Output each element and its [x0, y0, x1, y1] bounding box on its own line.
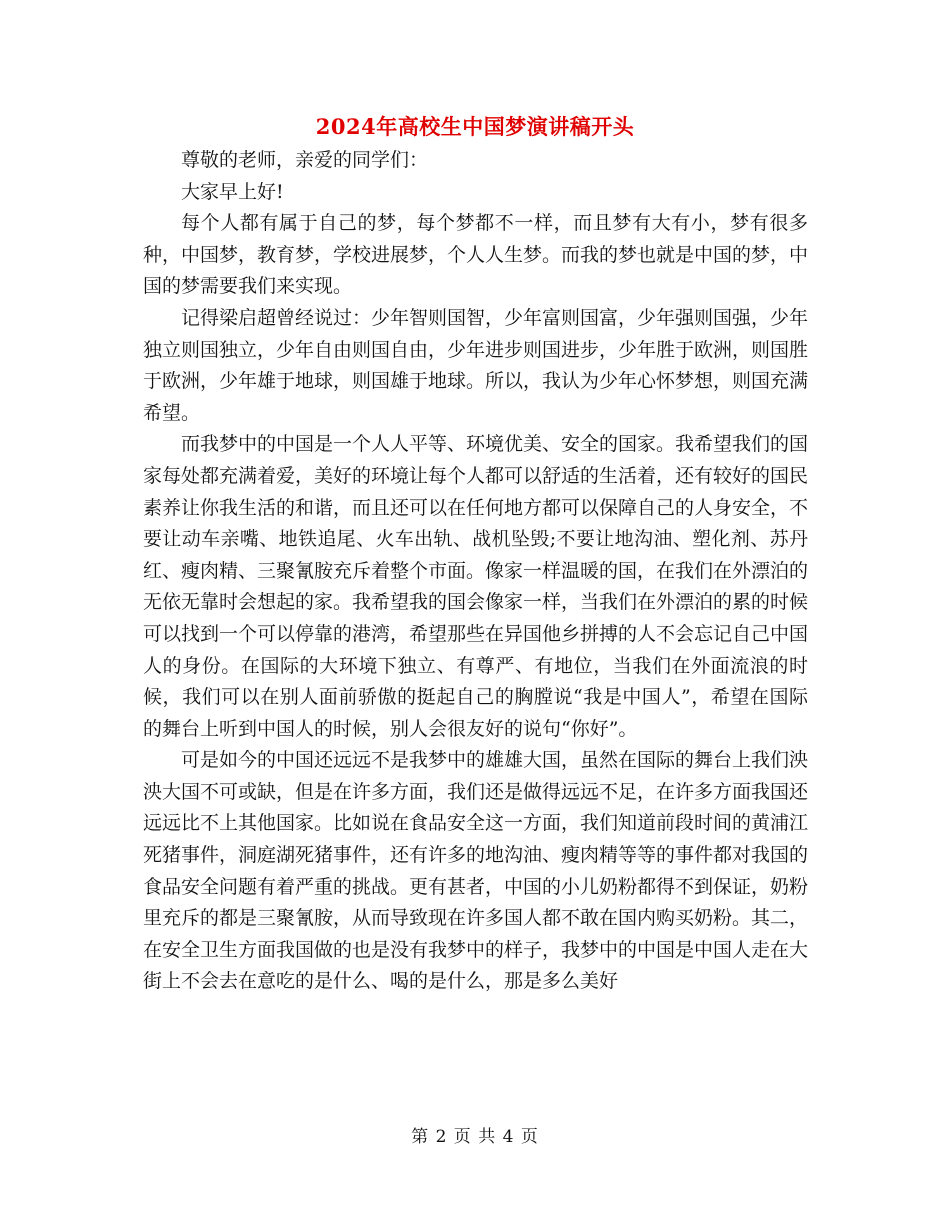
paragraph-dreams: 每个人都有属于自己的梦，每个梦都不一样，而且梦有大有小，梦有很多种，中国梦，教育梦，学校进展梦，个人人生梦。而我的梦也就是中国的梦，中国的梦需要我们来实现。	[143, 212, 809, 298]
document-title: 2024年高校生中国梦演讲稿开头	[315, 114, 635, 139]
paragraph-liang-qichao-quote: 记得梁启超曾经说过：少年智则国智，少年富则国富，少年强则国强，少年独立则国独立，少年自由则国自由，少年进步则国进步，少年胜于欧洲，则国胜于欧洲，少年雄于地球，则国雄于地球。所以，我认为少年心怀梦想，则国充满希望。	[143, 306, 809, 424]
paragraph-greeting: 大家早上好!	[181, 180, 284, 203]
page-number-footer: 第 2 页 共 4 页	[411, 1127, 539, 1147]
document-body	[143, 145, 808, 998]
paragraph-salutation: 尊敬的老师，亲爱的同学们：	[181, 149, 429, 171]
paragraph-dream-china: 而我梦中的中国是一个人人平等、环境优美、安全的国家。我希望我们的国家每处都充满着爱，美好的环境让每个人都可以舒适的生活着，还有较好的国民素养让你我生活的和谐，而且还可以在任何地方都可以保障自己的人身安全，不要让动车亲嘴、地铁追尾、火车出轨、战机坠毁;不要让地沟油、塑化剂、苏丹红、瘦肉精、三聚氰胺充斥着整个市面。像家一样温暖的国，在我们在外漂泊的无依无靠时会想起的家。我希望我的国会像家一样，当我们在外漂泊的累的时候可以找到一个可以停靠的港湾，希望那些在异国他乡拼搏的人不会忘记自己中国人的身份。在国际的大环境下独立、有尊严、有地位，当我们在外面流浪的时候，我们可以在别人面前骄傲的挺起自己的胸膛说“我是中国人”，希望在国际的舞台上听到中国人的时候，别人会很友好的说句“你好”。	[143, 433, 809, 740]
paragraph-current-china: 可是如今的中国还远远不是我梦中的雄雄大国，虽然在国际的舞台上我们泱泱大国不可或缺，但是在许多方面，我们还是做得远远不足，在许多方面我国还远远比不上其他国家。比如说在食品安全这一方面，我们知道前段时间的黄浦江死猪事件，洞庭湖死猪事件，还有许多的地沟油、瘦肉精等等的事件都对我国的食品安全问题有着严重的挑战。更有甚者，中国的小儿奶粉都得不到保证，奶粉里充斥的都是三聚氰胺，从而导致现在许多国人都不敢在国内购买奶粉。其二，在安全卫生方面我国做的也是没有我梦中的样子，我梦中的中国是中国人走在大街上不会去在意吃的是什么、喝的是什么，那是多么美好	[143, 749, 809, 993]
